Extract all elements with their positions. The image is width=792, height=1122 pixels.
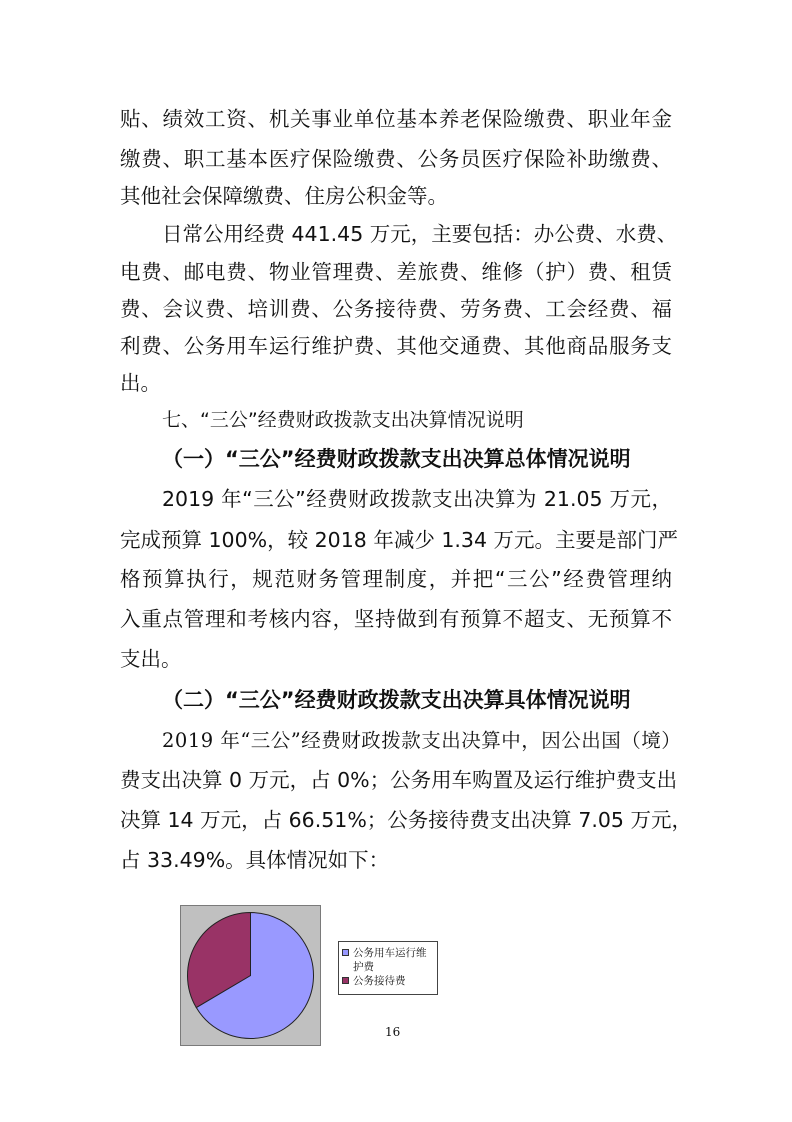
legend-item-reception — [342, 974, 434, 988]
paragraph-4-line-4: 占 33.49%。具体情况如下： — [120, 848, 390, 872]
paragraph-2-line-1: 日常公用经费 441.45 万元，主要包括：办公费、水费、 — [162, 222, 678, 246]
section-7-heading: 七、“三公”经费财政拨款支出决算情况说明 — [162, 409, 524, 431]
paragraph-2-line-2: 电费、邮电费、物业管理费、差旅费、维修（护）费、租赁 — [120, 260, 672, 284]
paragraph-2-line-3: 费、会议费、培训费、公务接待费、劳务费、工会经费、福 — [120, 297, 672, 321]
legend-swatch-vehicle — [342, 949, 349, 956]
paragraph-2-line-4: 利费、公务用车运行维护费、其他交通费、其他商品服务支 — [120, 334, 672, 358]
paragraph-3-line-5: 支出。 — [120, 647, 182, 671]
paragraph-4-line-1: 2019 年“三公”经费财政拨款支出决算中，因公出国（境） — [162, 729, 682, 752]
paragraph-4-line-3: 决算 14 万元，占 66.51%；公务接待费支出决算 7.05 万元， — [120, 808, 692, 832]
chart-legend — [338, 941, 438, 995]
paragraph-3-line-1: 2019 年“三公”经费财政拨款支出决算为 21.05 万元， — [162, 487, 672, 511]
legend-swatch-reception — [342, 977, 349, 984]
legend-item-vehicle — [342, 946, 434, 974]
paragraph-1-line-2: 缴费、职工基本医疗保险缴费、公务员医疗保险补助缴费、 — [120, 147, 672, 171]
paragraph-1-line-3: 其他社会保障缴费、住房公积金等。 — [120, 184, 448, 208]
paragraph-3-line-2: 完成预算 100%，较 2018 年减少 1.34 万元。主要是部门严 — [120, 528, 679, 552]
paragraph-1-line-1: 贴、绩效工资、机关事业单位基本养老保险缴费、职业年金 — [120, 107, 672, 131]
legend-label-reception: 公务接待费 — [353, 975, 406, 987]
paragraph-3-line-4: 入重点管理和考核内容，坚持做到有预算不超支、无预算不 — [120, 607, 672, 631]
subheading-2: （二）“三公”经费财政拨款支出决算具体情况说明 — [162, 688, 631, 712]
pie-chart — [181, 906, 320, 1045]
page-number: 16 — [385, 1025, 401, 1039]
pie-chart-area — [180, 905, 321, 1046]
subheading-1: （一）“三公”经费财政拨款支出决算总体情况说明 — [162, 447, 631, 471]
paragraph-4-line-2: 费支出决算 0 万元，占 0%；公务用车购置及运行维护费支出 — [120, 768, 678, 792]
legend-label-vehicle: 公务用车运行维护费 — [353, 947, 427, 973]
paragraph-2-line-5: 出。 — [120, 371, 161, 395]
paragraph-3-line-3: 格预算执行，规范财务管理制度，并把“三公”经费管理纳 — [120, 567, 672, 591]
